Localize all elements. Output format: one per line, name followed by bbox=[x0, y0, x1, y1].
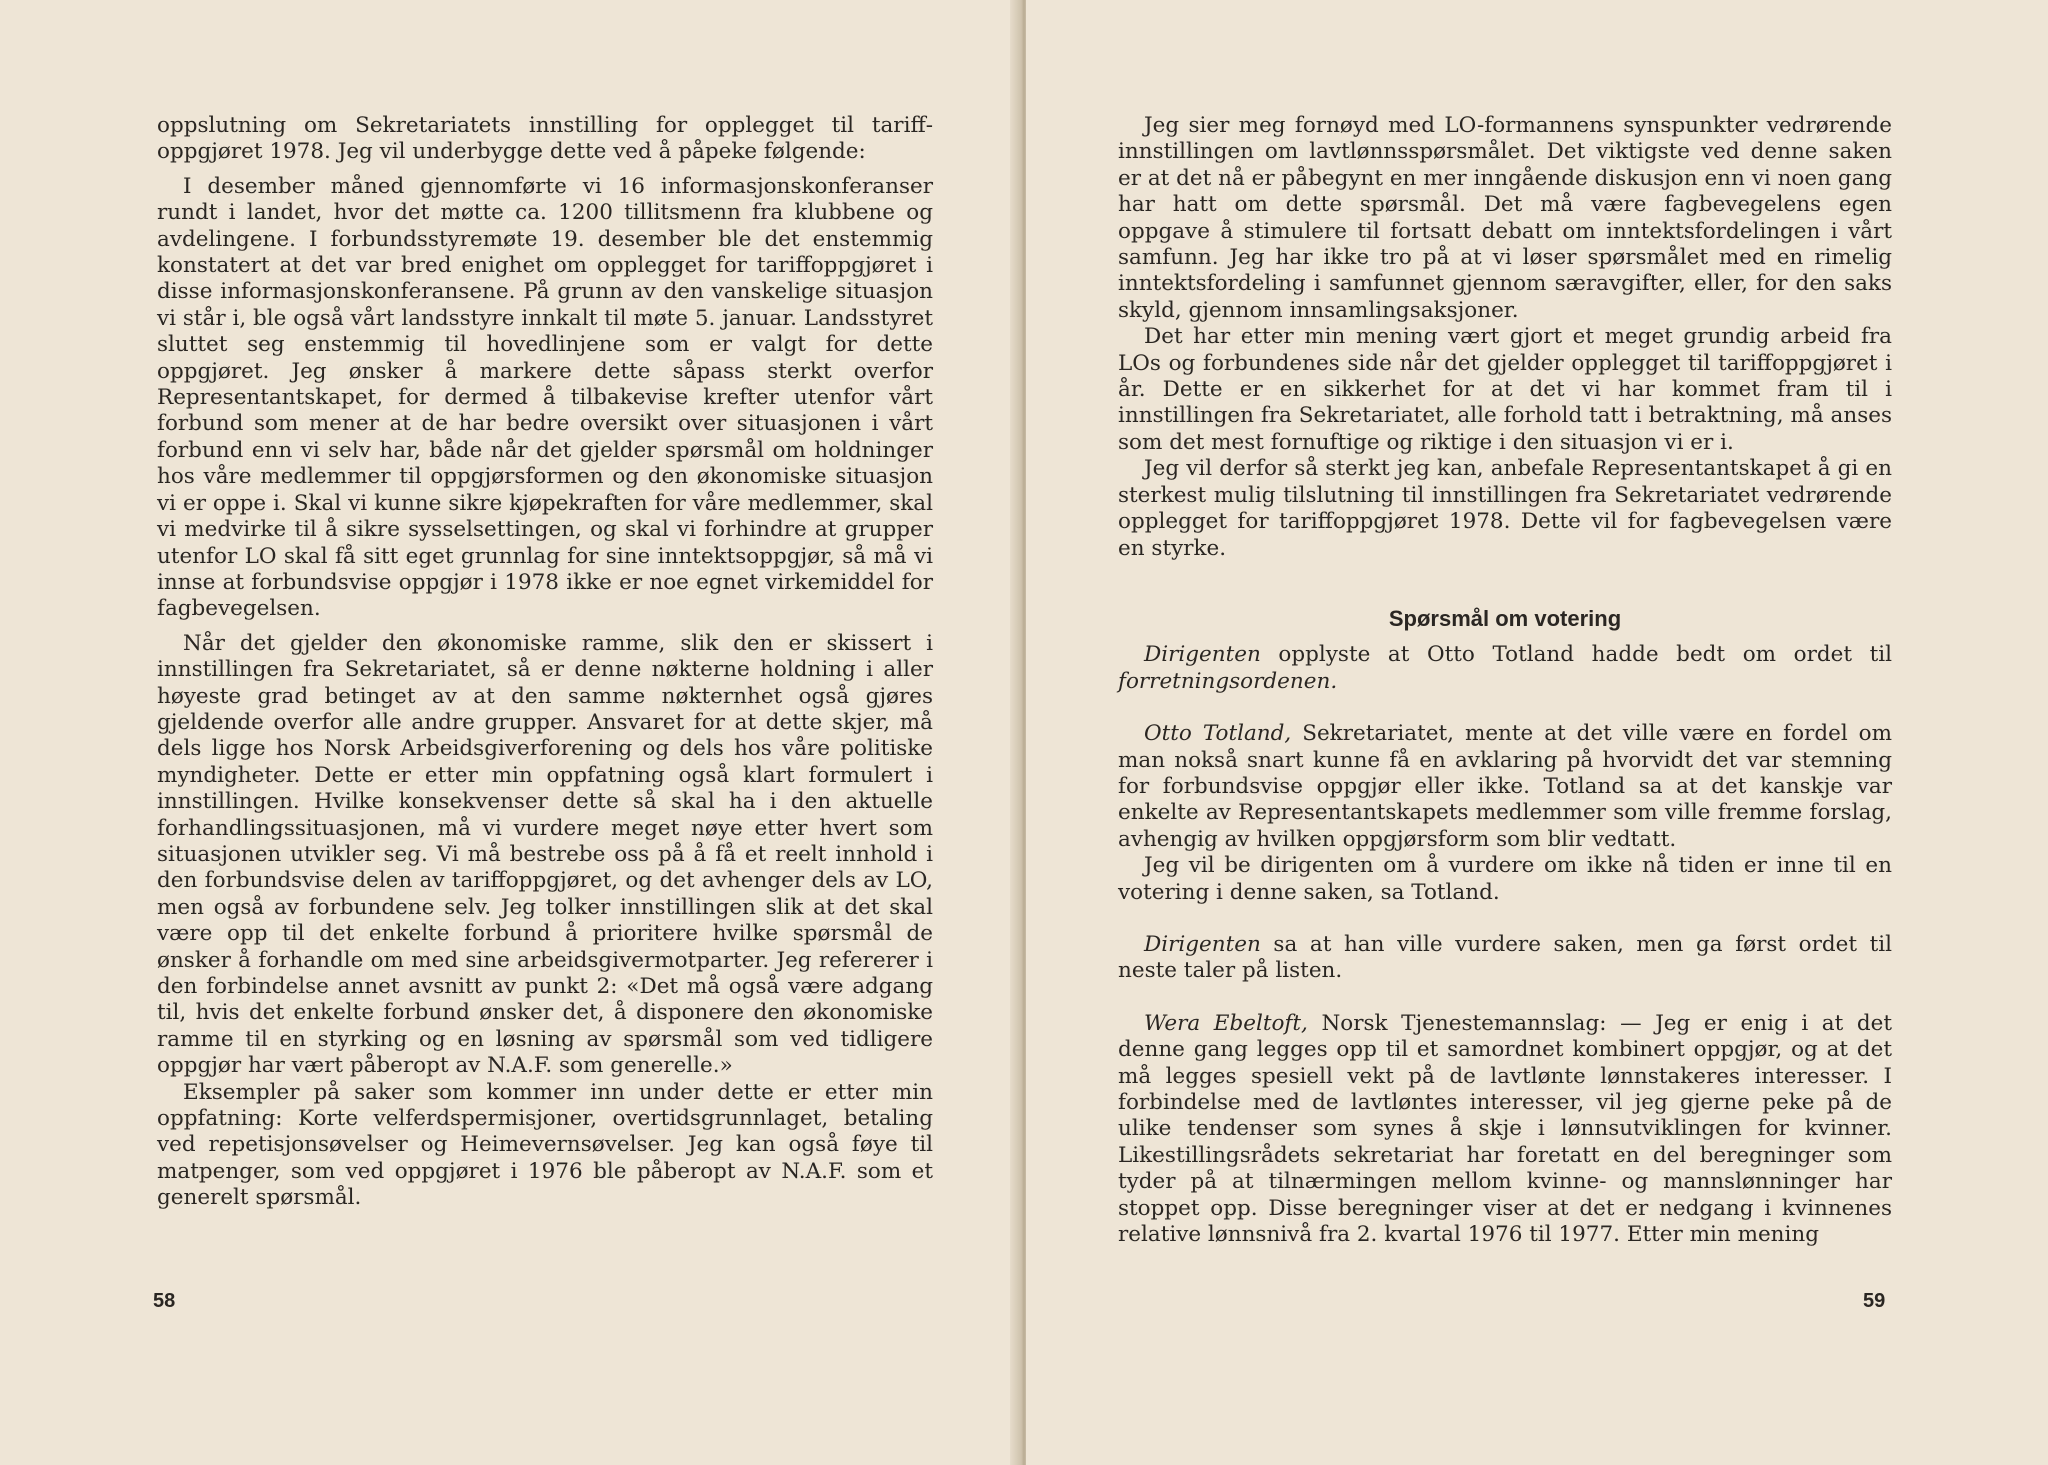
paragraph: Eksempler på saker som kommer inn under dette er etter min oppfatning: Korte velferdspermisjoner, overtidsgrunnlaget, betaling ved repetisjonsøvelser og Heimevernsøvelser. Jeg kan også føye til matpenger, som ved oppgjøret i 1976 ble påberopt av N.A.F. som et generelt spørsmål. bbox=[157, 1079, 933, 1211]
right-text-column bbox=[1118, 113, 1892, 1248]
paragraph: Det har etter min mening vært gjort et meget grundig arbeid fra LOs og forbundenes side når det gjelder opplegget til tariffoppgjøret i år. Dette er en sikkerhet for at det vi har kommet fram til i innstillingen fra Sekretariatet, alle forhold tatt i betraktning, må anses som det mest fornuftige og riktige i den situasjon vi er i. bbox=[1118, 324, 1892, 455]
page-number: 59 bbox=[1863, 1290, 1886, 1312]
right-page bbox=[1026, 0, 2048, 1465]
paragraph: oppslutning om Sekretariatets innstilling for opplegget til tariffoppgjøret 1978. Jeg vil underbygge dette ved å påpeke følgende: bbox=[157, 113, 933, 165]
speaker-name: Dirigenten bbox=[1144, 642, 1261, 668]
paragraph bbox=[1118, 642, 1892, 695]
paragraph: Jeg vil derfor så sterkt jeg kan, anbefale Representantskapet å gi en sterkest mulig tilslutning til innstillingen fra Sekretariatet vedrørende opplegget for tariffoppgjøret 1978. Dette vil for fagbevegelsen være en styrke. bbox=[1118, 456, 1892, 561]
paragraph-text: Sekretariatet, mente at det ville være en fordel om man nokså snart kunne få en avklaring på hvorvidt det var stemning for forbundsvise oppgjør eller ikke. Totland sa at det kanskje var enkelte av Representantskapets medlemmer som ville fremme forslag, avhengig av hvilken oppgjørsform som blir vedtatt. bbox=[1118, 721, 1893, 852]
paragraph bbox=[1118, 1011, 1892, 1249]
left-text-column bbox=[157, 113, 933, 1212]
paragraph: Jeg sier meg fornøyd med LO-formannens synspunkter vedrørende innstillingen om lavtlønnsspørsmålet. Det viktigste ved denne saken er at det nå er påbegynt en mer inngående diskusjon enn vi noen gang har hatt om dette spørsmål. Det må være fagbevegelens egen oppgave å stimulere til fortsatt debatt om inntektsfordelingen i vårt samfunn. Jeg har ikke tro på at vi løser spørsmålet med en rimelig inntektsfordeling i samfunnet gjennom særavgifter, eller, for den saks skyld, gjennom innsamlingsaksjoner. bbox=[1118, 113, 1892, 323]
paragraph: Når det gjelder den økonomiske ramme, slik den er skissert i innstillingen fra Sekretariatet, så er denne nøkterne holdning i aller høyeste grad betinget av at den samme nøkternhet også gjøres gjeldende overfor alle andre grupper. Ansvaret for at dette skjer, må dels ligge hos Norsk Arbeidsgiverforening og dels hos våre politiske myndigheter. Dette er etter min oppfatning også klart formulert i innstillingen. Hvilke konsekvenser dette så skal ha i den aktuelle forhandlingssituasjonen, må vi vurdere meget nøye etter hvert som situasjonen utvikler seg. Vi må bestrebe oss på å få et reelt innhold i den forbundsvise delen av tariffoppgjøret, og det avhenger dels av LO, men også av forbundene selv. Jeg tolker innstillingen slik at det skal være opp til det enkelte forbund å prioritere hvilke spørsmål de ønsker å forhandle om med sine arbeidsgivermotparter. Jeg refererer i den forbindelse annet avsnitt av punkt 2: «Det må også være adgang til, hvis det enkelte forbund ønsker det, å disponere den økonomiske ramme til en styrking og en løsning av spørsmål som ved tidligere oppgjør har vært påberopt av N.A.F. som generelle.» bbox=[157, 630, 933, 1079]
paragraph bbox=[1118, 932, 1892, 985]
paragraph bbox=[1118, 721, 1892, 853]
page-number: 58 bbox=[153, 1290, 176, 1312]
paragraph-text: Norsk Tjenestemannslag: — Jeg er enig i at det denne gang legges opp til et samordnet kombinert oppgjør, og at det må legges spesiell vekt på de lavtlønte lønnstakeres interesser. I forbindelse med de lavtløntes interesser, vil jeg gjerne peke på de ulike tendenser som synes å skje i lønnsutviklingen for kvinner. Likestillingsrådets sekretariat har foretatt en del beregninger som tyder på at tilnærmingen mellom kvinne- og mannslønninger har stoppet opp. Disse beregninger viser at det er nedgang i kvinnenes relative lønnsnivå fra 2. kvartal 1976 til 1977. Etter min mening bbox=[1118, 1010, 1892, 1248]
speaker-name: Dirigenten bbox=[1144, 931, 1261, 957]
left-page bbox=[0, 0, 1022, 1465]
paragraph-text: opplyste at Otto Totland hadde bedt om ordet til bbox=[1260, 642, 1892, 668]
paragraph: I desember måned gjennomførte vi 16 informasjonskonferanser rundt i landet, hvor det møtte ca. 1200 tillitsmenn fra klubbene og avdelingene. I forbundsstyremøte 19. desember ble det enstemmig konstatert at det var bred enighet om opplegget for tariffoppgjøret i disse informasjonskonferansene. På grunn av den vanskelige situasjon vi står i, ble også vårt landsstyre innkalt til møte 5. januar. Landsstyret sluttet seg enstemmig til hovedlinjene som er valgt for dette oppgjøret. Jeg ønsker å markere dette såpass sterkt overfor Representantskapet, for dermed å tilbakevise krefter utenfor vårt forbund som mener at de har bedre oversikt over situasjonen i vårt forbund enn vi selv har, både når det gjelder spørsmål om holdninger hos våre medlemmer til oppgjørsformen og den økonomiske situasjon vi er oppe i. Skal vi kunne sikre kjøpekraften for våre medlemmer, skal vi medvirke til å sikre sysselsettingen, og skal vi forhindre at grupper utenfor LO skal få sitt eget grunnlag for sine inntektsoppgjør, så må vi innse at forbundsvise oppgjør i 1978 ikke er noe egnet virkemiddel for fagbevegelsen. bbox=[157, 173, 933, 622]
speaker-name: Otto Totland, bbox=[1144, 721, 1292, 747]
paragraph-text: sa at han ville vurdere saken, men ga først ordet til neste taler på listen. bbox=[1118, 931, 1892, 984]
speaker-name: Wera Ebeltoft, bbox=[1144, 1010, 1308, 1036]
section-heading: Spørsmål om votering bbox=[1388, 605, 1622, 631]
italic-term: forretningsordenen. bbox=[1118, 668, 1338, 694]
paragraph: Jeg vil be dirigenten om å vurdere om ikke nå tiden er inne til en votering i denne saken, sa Totland. bbox=[1118, 853, 1892, 905]
